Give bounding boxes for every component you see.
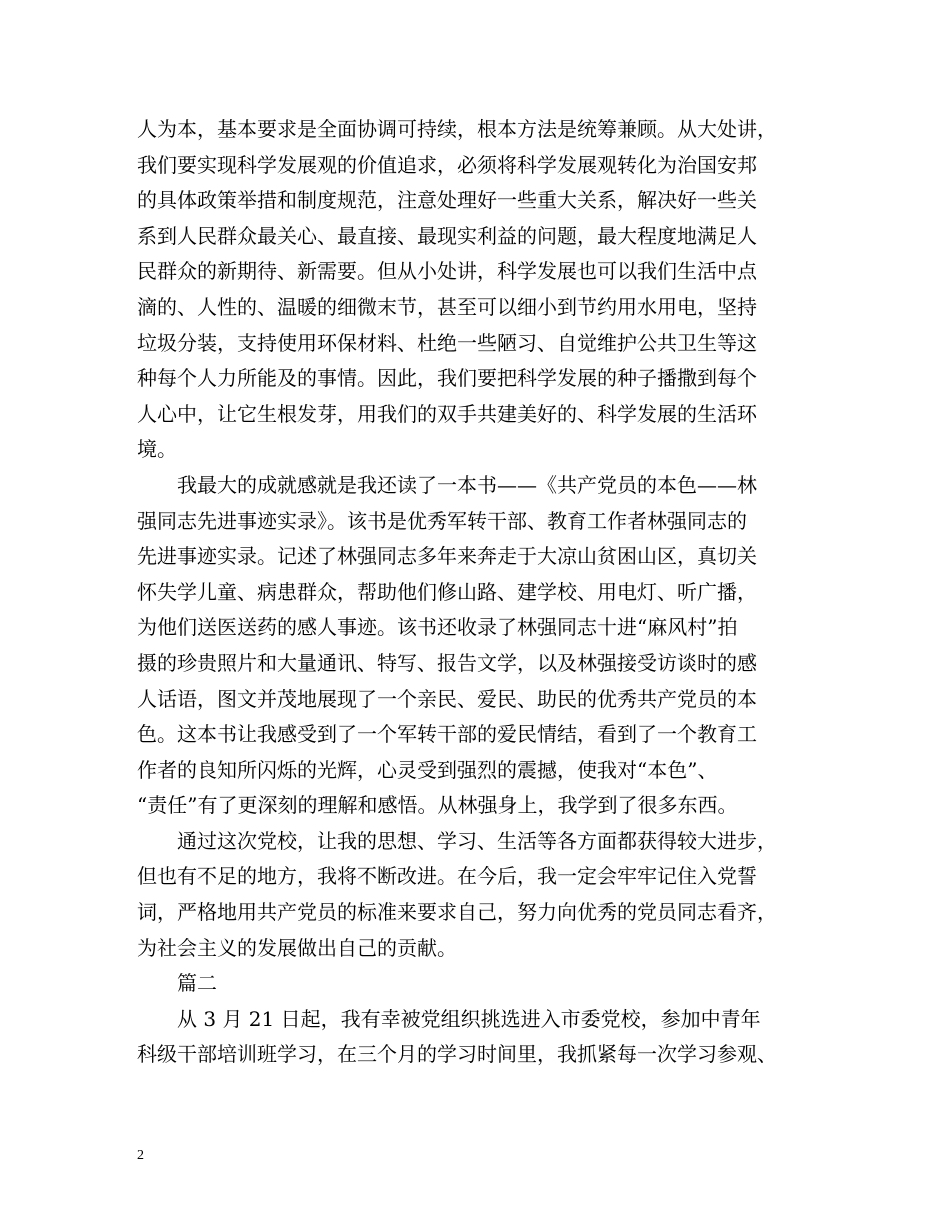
text-line: 为社会主义的发展做出自己的贡献。 [137,935,457,960]
text-line: 色。这本书让我感受到了一个军转干部的爱民情结，看到了一个教育工 [137,722,757,747]
page-number: 2 [137,1148,144,1163]
text-line: 民群众的新期待、新需要。但从小处讲，科学发展也可以我们生活中点 [137,259,757,284]
text-line: 人为本，基本要求是全面协调可持续，根本方法是统筹兼顾。从大处讲， [137,117,777,141]
text-line: 摄的珍贵照片和大量通讯、特写、报告文学，以及林强接受访谈时的感 [137,650,757,675]
text-line: 强同志先进事迹实录》。该书是优秀军转干部、教育工作者林强同志的 [137,508,747,533]
text-line: “责任”有了更深刻的理解和感悟。从林强身上，我学到了很多东西。 [137,793,738,818]
text-line: 怀失学儿童、病患群众，帮助他们修山路、建学校、用电灯、听广播， [137,579,757,604]
text-line: 作者的良知所闪烁的光辉，心灵受到强烈的震撼，使我对“本色”、 [137,757,718,782]
text-line: 为他们送医送药的感人事迹。该书还收录了林强同志十进“麻风村”拍 [137,615,738,640]
text-line: 但也有不足的地方，我将不断改进。在今后，我一定会牢牢记住入党誓 [137,864,757,889]
text-line: 我们要实现科学发展观的价值追求，必须将科学发展观转化为治国安邦 [137,152,757,177]
text-line: 篇二 [137,971,217,996]
text-line: 人心中，让它生根发芽，用我们的双手共建美好的、科学发展的生活环 [137,401,757,426]
text-line: 通过这次党校，让我的思想、学习、生活等各方面都获得较大进步， [137,828,777,853]
text-line: 的具体政策举措和制度规范，注意处理好一些重大关系，解决好一些关 [137,188,757,213]
text-line: 从 3 月 21 日起，我有幸被党组织挑选进入市委党校，参加中青年 [137,1006,761,1031]
text-line: 系到人民群众最关心、最直接、最现实利益的问题，最大程度地满足人 [137,223,757,248]
text-line: 人话语，图文并茂地展现了一个亲民、爱民、助民的优秀共产党员的本 [137,686,757,711]
text-line: 滴的、人性的、温暖的细微末节，甚至可以细小到节约用水用电，坚持 [137,294,757,319]
text-line: 垃圾分装，支持使用环保材料、杜绝一些陋习、自觉维护公共卫生等这 [137,330,757,355]
text-line: 我最大的成就感就是我还读了一本书——《共产党员的本色——林 [137,472,757,497]
text-line: 境。 [137,437,177,462]
body-text [137,112,827,1073]
text-line: 词，严格地用共产党员的标准来要求自己，努力向优秀的党员同志看齐， [137,900,777,925]
text-line: 科级干部培训班学习，在三个月的学习时间里，我抓紧每一次学习参观、 [137,1042,777,1067]
text-line: 先进事迹实录。记述了林强同志多年来奔走于大凉山贫困山区，真切关 [137,544,757,569]
text-line: 种每个人力所能及的事情。因此，我们要把科学发展的种子播撒到每个 [137,366,757,391]
